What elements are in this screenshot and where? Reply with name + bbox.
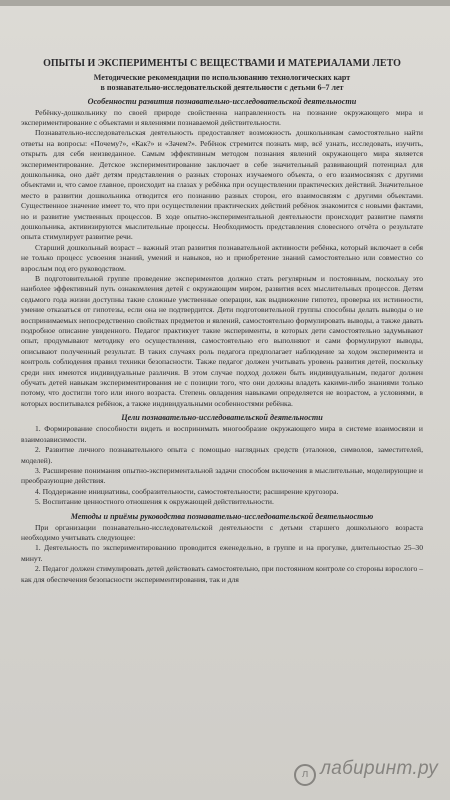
- page-top-edge: [0, 0, 450, 6]
- list-item: 1. Деятельность по экспериментированию проводится еженедельно, в группе и на прогулке, длительностью 25–30 минут.: [21, 543, 423, 563]
- watermark-text: лабиринт.ру: [320, 758, 438, 779]
- list-item: 2. Развитие личного познавательного опыта с помощью наглядных средств (эталонов, символов, заместителей, моделей).: [21, 445, 423, 465]
- list-item: 2. Педагог должен стимулировать детей действовать самостоятельно, при постоянном контроле со стороны взрослого – как для обеспечения безопасности экспериментирования, так и для: [21, 564, 423, 584]
- watermark: [294, 758, 438, 786]
- page-content: [21, 58, 423, 585]
- list-item: 5. Воспитание ценностного отношения к окружающей действительности.: [35, 497, 274, 507]
- list-item: 1. Формирование способности видеть и воспринимать многообразие окружающего мира в системе взаимосвязи и взаимозависимости.: [21, 424, 423, 444]
- paragraph: При организации познавательно-исследовательской деятельности с детьми старшего дошкольного возраста необходимо учитывать следующее:: [21, 522, 423, 542]
- paragraph: В подготовительной группе проведение экспериментов должно стать регулярным и постоянным, поскольку это наиболее эффективный путь ознакомления детей с окружающим миром, развития всех мыслительных процессов. Детям седьмого года жизни доступны такие сложные умственные операции, как выдвижение гипотез, проверка их истинности, умение отказаться от гипотезы, если она не подтвердится. Дети подготовительной группы способны делать выводы о не воспринимаемых непосредственно свойствах предметов и явлений, самостоятельно формулировать выводы, а также давать подробное описание увиденного. Педагог практикует такие эксперименты, в которых дети самостоятельно задумывают опыт, продумывают методику его осуществления, самостоятельно его выполняют и сами формулируют выводы, описывают полученный результат. В таких случаях роль педагога предполагает наблюдение за ходом эксперимента и контроль соблюдения правил техники безопасности. Также педагог должен учитывать уровень развития детей, поскольку среди них имеются индивидуальные различия. В этом случае подход должен быть индивидуальным, педагог должен обучать детей навыкам экспериментирования не с позиции того, что они должны владеть какими-либо знаниями только потому, что достигли того или иного возраста. Степень овладения навыками определяется не возрастом, а условиями, в которых воспитывался ребёнок, а также индивидуальными особенностями ребёнка.: [21, 274, 423, 408]
- paragraph: Старший дошкольный возраст – важный этап развития познавательной активности ребёнка, который включает в себя не только процесс усвоения знаний, умений и навыков, но и приобретение знаний самостоятельно или совместно со взрослым под его руководством.: [21, 242, 423, 273]
- section-heading-features: Особенности развития познавательно-исследовательской деятельности: [87, 96, 357, 106]
- list-item: 4. Поддержание инициативы, сообразительности, самостоятельности; расширение кругозора.: [35, 486, 339, 496]
- labirint-logo-icon: л: [294, 764, 316, 786]
- section-heading-goals: Цели познавательно-исследовательской деятельности: [121, 413, 323, 423]
- list-item: 3. Расширение понимания опытно-экспериментальной задачи способом включения в мыслительные, моделирующие и преобразующие действия.: [21, 465, 423, 486]
- paragraph: Познавательно-исследовательская деятельность предоставляет возможность дошкольникам самостоятельно найти ответы на вопросы: «Почему?», «Как?» и «Зачем?». Ребёнок стремится познать мир, всё узнать, исследовать, изучить, открыть для себя неизведанное. Самым эффективным методом познания явлений окружающего мира является экспериментирование. Детское экспериментирование заключает в себе значительный развивающий потенциал для дошкольника, оно даёт детям представления о разных сторонах изучаемого объекта, о его взаимосвязях с другими объектами и, что самое главное, происходит на глазах у ребёнка при осуществлении практических действий. Значительное место в развитии дошкольника отводится его познанию разных сторон, его взаимосвязям с другими объектами. Существенное значение имеет то, что при осуществлении практических действий ребёнок знакомится с новыми фактами, но и развитие умственных процессов. В ходе опытно-экспериментальной деятельности происходит развитие памяти дошкольника, активизируются мыслительные процессы. Необходимость представления словесного отчёта о результате опыта стимулирует развитие речи.: [21, 128, 423, 242]
- page-title: ОПЫТЫ И ЭКСПЕРИМЕНТЫ С ВЕЩЕСТВАМИ И МАТЕРИАЛАМИ ЛЕТО: [43, 58, 401, 69]
- section-heading-methods: Методы и приёмы руководства познавательно-исследовательской деятельностью: [70, 511, 374, 521]
- paragraph: Ребёнку-дошкольнику по своей природе свойственна направленность на познание окружающего мира и экспериментирование с объектами и явлениями познаваемой действительности.: [21, 107, 423, 127]
- subtitle-line-1: Методические рекомендации по использованию технологических карт: [93, 72, 351, 82]
- subtitle-line-2: в познавательно-исследовательской деятельности с детьми 6–7 лет: [100, 82, 344, 92]
